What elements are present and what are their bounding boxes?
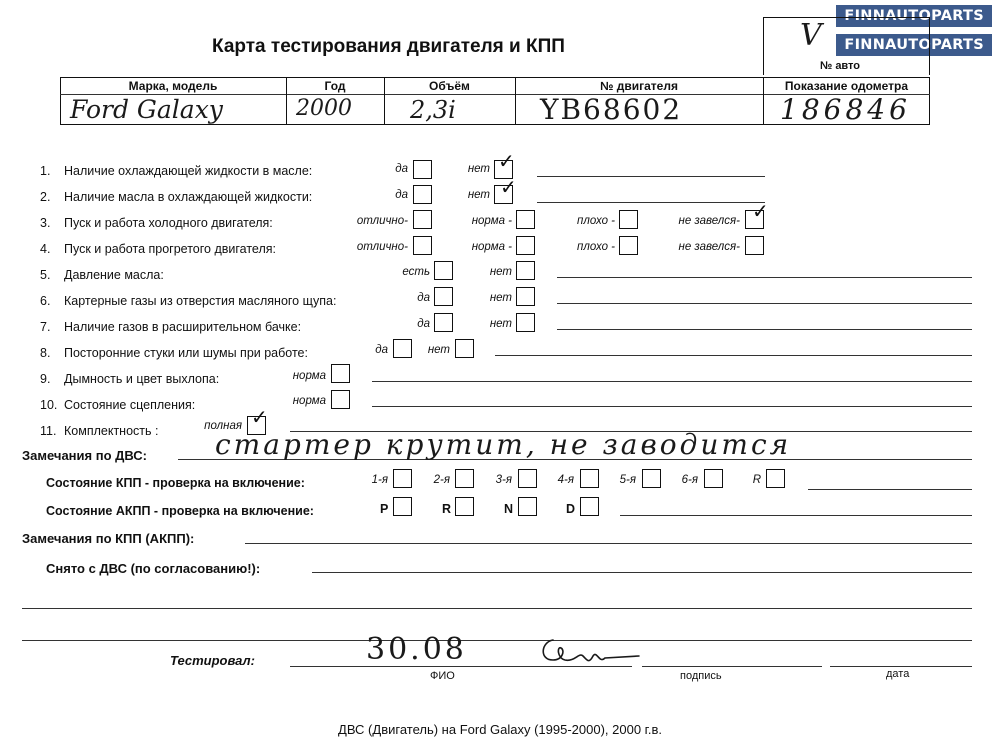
item-7-checkbox-yes[interactable] [434,313,453,332]
item-9-option-normal: норма [292,370,326,382]
item-4-checkbox-bad[interactable] [619,236,638,255]
item-2-option-yes: да [395,189,408,201]
item-6-label: Картерные газы из отверстия масляного щупа: [64,294,337,308]
item-11-label: Комплектность : [64,424,159,438]
akpp-mode-p-checkbox[interactable] [393,497,412,516]
akpp-mode-r-checkbox[interactable] [455,497,474,516]
item-3-number: 3. [40,216,51,230]
item-3-option-bad: плохо - [577,215,615,227]
item-4-checkbox-excellent[interactable] [413,236,432,255]
header-col-engine-number: № двигателя [600,79,678,93]
item-10-label: Состояние сцепления: [64,398,196,412]
akpp-mode-n-label: N [504,502,514,516]
page-title: Карта тестирования двигателя и КПП [212,36,565,57]
akpp-mode-d-label: D [566,502,576,516]
item-4-label: Пуск и работа прогретого двигателя: [64,242,276,256]
item-8-option-yes: да [375,344,388,356]
item-10-option-normal: норма [292,395,326,407]
item-1-number: 1. [40,164,51,178]
item-3-checkbox-normal[interactable] [516,210,535,229]
value-model: Ford Galaxy [70,95,223,124]
value-engine-number: YB68602 [540,93,683,126]
item-8-checkbox-yes[interactable] [393,339,412,358]
watermark-logo-2: FINNAUTOPARTS [836,34,992,56]
kpp-gear-6-label: 6-я [681,474,698,486]
akpp-mode-p-label: P [380,502,389,516]
akpp-mode-d-checkbox[interactable] [580,497,599,516]
kpp-gear-2-checkbox[interactable] [455,469,474,488]
kpp-gear-r-label: R [752,474,761,486]
value-year: 2000 [296,96,352,121]
value-odometer: 186846 [780,93,911,126]
item-10-checkbox-normal[interactable] [331,390,350,409]
item-5-checkbox-no[interactable] [516,261,535,280]
kpp-gear-r-checkbox[interactable] [766,469,785,488]
engine-remarks-label: Замечания по ДВС: [22,448,147,463]
item-1-option-no: нет [467,163,490,175]
kpp-gear-4-checkbox[interactable] [580,469,599,488]
item-2-number: 2. [40,190,51,204]
item-7-label: Наличие газов в расширительном бачке: [64,320,302,334]
kpp-remarks-label: Замечания по КПП (АКПП): [22,531,195,546]
item-3-checkbox-excellent[interactable] [413,210,432,229]
header-col-year: Год [324,79,346,93]
tester-signature [535,630,645,670]
item-11-option-full: полная [204,420,242,432]
item-3-option-excellent: отлично- [356,215,408,227]
value-volume: 2,3i [410,96,456,124]
item-9-label: Дымность и цвет выхлопа: [64,372,220,386]
signature-label-date: дата [886,668,910,680]
item-7-option-yes: да [417,318,430,330]
item-4-option-bad: плохо - [577,241,615,253]
kpp-gear-4-label: 4-я [557,474,574,486]
item-6-checkbox-no[interactable] [516,287,535,306]
item-5-option-no: нет [489,266,512,278]
kpp-gear-5-checkbox[interactable] [642,469,661,488]
kpp-gear-1-label: 1-я [371,474,388,486]
item-2-label: Наличие масла в охлаждающей жидкости: [64,190,313,204]
auto-number-label: № авто [820,60,861,72]
item-5-number: 5. [40,268,51,282]
item-4-option-normal: норма - [471,241,512,253]
item-6-option-no: нет [489,292,512,304]
akpp-check-label: Состояние АКПП - проверка на включение: [46,504,314,518]
kpp-gear-5-label: 5-я [619,474,636,486]
item-4-option-not-started: не завелся- [678,241,740,253]
item-11-check-mark: ✓ [251,407,268,429]
item-7-checkbox-no[interactable] [516,313,535,332]
item-4-checkbox-not-started[interactable] [745,236,764,255]
item-3-option-normal: норма - [471,215,512,227]
item-11-number: 11. [40,424,57,438]
item-1-checkbox-yes[interactable] [413,160,432,179]
kpp-gear-3-checkbox[interactable] [518,469,537,488]
item-4-option-excellent: отлично- [356,241,408,253]
item-5-option-yes: есть [402,266,430,278]
signature-label-sign: подпись [680,670,722,682]
kpp-check-label: Состояние КПП - проверка на включение: [46,476,305,490]
header-col-odometer: Показание одометра [784,79,909,93]
page-caption: ДВС (Двигатель) на Ford Galaxy (1995-2000), 2000 г.в. [338,722,662,737]
watermark-logo-1: FINNAUTOPARTS [836,5,992,27]
header-col-model: Марка, модель [128,79,218,93]
engine-remarks-value: стартер крутит, не заводится [215,428,792,461]
item-1-check-mark: ✓ [498,151,515,173]
item-5-checkbox-yes[interactable] [434,261,453,280]
item-3-checkbox-bad[interactable] [619,210,638,229]
item-9-checkbox-normal[interactable] [331,364,350,383]
item-7-option-no: нет [489,318,512,330]
item-1-label: Наличие охлаждающей жидкости в масле: [64,164,313,178]
item-6-number: 6. [40,294,51,308]
signature-label-fio: ФИО [430,670,455,682]
item-10-number: 10. [40,398,58,412]
item-2-option-no: нет [467,189,490,201]
item-7-number: 7. [40,320,51,334]
tested-label: Тестировал: [170,653,255,668]
item-3-check-mark: ✓ [752,201,769,223]
item-8-option-no: нет [427,344,450,356]
item-6-option-yes: да [417,292,430,304]
item-1-option-yes: да [395,163,408,175]
kpp-gear-1-checkbox[interactable] [393,469,412,488]
item-3-option-not-started: не завелся- [678,215,740,227]
item-8-label: Посторонние стуки или шумы при работе: [64,346,308,360]
item-5-label: Давление масла: [64,268,164,282]
header-col-volume: Объём [429,79,470,93]
item-2-check-mark: ✓ [500,177,517,199]
akpp-mode-n-checkbox[interactable] [518,497,537,516]
tested-date-value: 30.08 [366,632,467,667]
item-6-checkbox-yes[interactable] [434,287,453,306]
item-4-number: 4. [40,242,51,256]
kpp-gear-6-checkbox[interactable] [704,469,723,488]
removed-label: Снято с ДВС (по согласованию!): [46,561,261,576]
item-8-checkbox-no[interactable] [455,339,474,358]
akpp-mode-r-label: R [442,502,452,516]
kpp-gear-2-label: 2-я [433,474,450,486]
item-8-number: 8. [40,346,51,360]
kpp-gear-3-label: 3-я [495,474,512,486]
item-9-number: 9. [40,372,51,386]
item-4-checkbox-normal[interactable] [516,236,535,255]
auto-number-mark: V [800,18,822,53]
item-2-checkbox-yes[interactable] [413,185,432,204]
item-3-label: Пуск и работа холодного двигателя: [64,216,273,230]
